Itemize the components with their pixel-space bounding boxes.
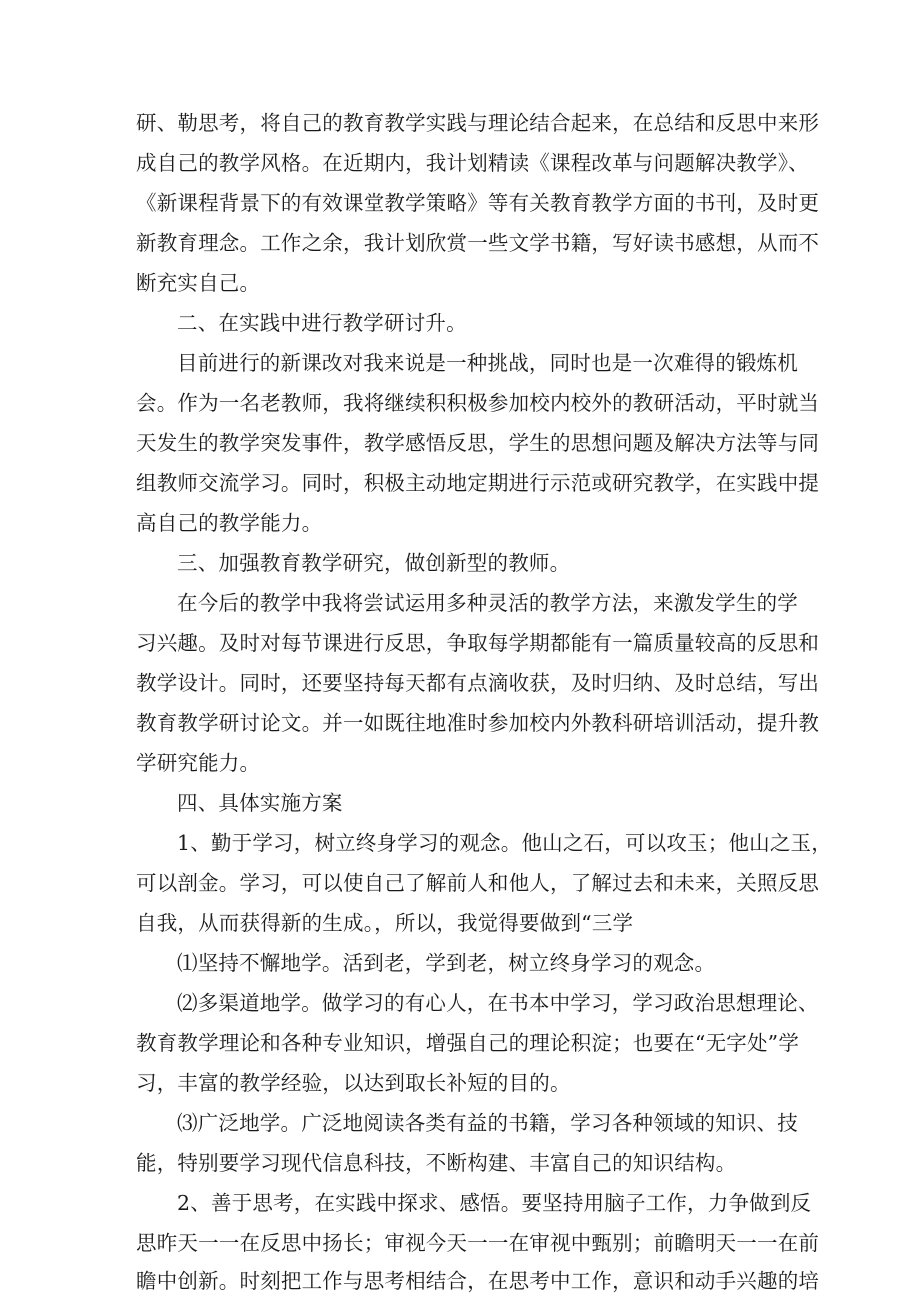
line-text: 三、加强教育教学研究，做创新型的教师。 xyxy=(177,551,571,575)
line-text: 目前进行的新课改对我来说是一种挑战，同时也是一次难得的锻炼机 xyxy=(177,351,798,375)
text-line xyxy=(0,1223,920,1263)
text-line xyxy=(0,183,920,223)
text-line xyxy=(0,1183,920,1223)
line-text: 学研究能力。 xyxy=(136,751,261,775)
line-text: 教育教学理论和各种专业知识，增强自己的理论积淀；也要在“无字处”学 xyxy=(136,1031,800,1055)
line-text: 会。作为一名老教师，我将继续积积极参加校内校外的教研活动，平时就当 xyxy=(136,391,820,415)
line-text: 习兴趣。及时对每节课进行反思，争取每学期都能有一篇质量较高的反思和 xyxy=(136,631,820,655)
line-text: 天发生的教学突发事件，教学感悟反思，学生的思想问题及解决方法等与同 xyxy=(136,431,820,455)
text-line xyxy=(0,943,920,983)
text-line xyxy=(0,1103,920,1143)
line-text: 教育教学研讨论文。并一如既往地准时参加校内外教科研培训活动，提升教 xyxy=(136,711,820,735)
text-line xyxy=(0,463,920,503)
text-line xyxy=(0,103,920,143)
line-text: ⑴坚持不懈地学。活到老，学到老，树立终身学习的观念。 xyxy=(177,951,716,975)
line-text: 二、在实践中进行教学研讨升。 xyxy=(177,311,467,335)
line-text: 思昨天一一在反思中扬长；审视今天一一在审视中甄别；前瞻明天一一在前 xyxy=(136,1231,820,1255)
line-text: 新教育理念。工作之余，我计划欣赏一些文学书籍，写好读书感想，从而不 xyxy=(136,231,820,255)
text-line xyxy=(0,1263,920,1299)
text-line xyxy=(0,623,920,663)
line-text: 2、善于思考，在实践中探求、感悟。要坚持用脑子工作，力争做到反 xyxy=(177,1191,812,1215)
line-text: 自我，从而获得新的生成。，所以，我觉得要做到“三学 xyxy=(136,911,634,935)
line-text: 研、勒思考，将自己的教育教学实践与理论结合起来，在总结和反思中来形 xyxy=(136,111,820,135)
line-text: 《新课程背景下的有效课堂教学策略》等有关教育教学方面的书刊，及时更 xyxy=(136,191,820,215)
text-line xyxy=(0,903,920,943)
text-line xyxy=(0,1143,920,1183)
line-text: 能，特别要学习现代信息科技，不断构建、丰富自己的知识结构。 xyxy=(136,1151,737,1175)
text-line xyxy=(0,343,920,383)
text-line xyxy=(0,503,920,543)
text-line xyxy=(0,703,920,743)
section-heading xyxy=(0,543,920,583)
section-heading xyxy=(0,303,920,343)
line-text: ⑶广泛地学。广泛地阅读各类有益的书籍，学习各种领域的知识、技 xyxy=(177,1111,798,1135)
line-text: 组教师交流学习。同时，积极主动地定期进行示范或研究教学，在实践中提 xyxy=(136,471,820,495)
line-text: 习，丰富的教学经验，以达到取长补短的目的。 xyxy=(136,1071,571,1095)
text-line xyxy=(0,823,920,863)
line-text: ⑵多渠道地学。做学习的有心人，在书本中学习，学习政治思想理论、 xyxy=(177,991,819,1015)
text-line xyxy=(0,383,920,423)
text-line xyxy=(0,263,920,303)
text-line xyxy=(0,223,920,263)
text-line xyxy=(0,663,920,703)
text-line xyxy=(0,1063,920,1103)
text-line xyxy=(0,983,920,1023)
line-text: 高自己的教学能力。 xyxy=(136,511,323,535)
line-text: 在今后的教学中我将尝试运用多种灵活的教学方法，来激发学生的学 xyxy=(177,591,798,615)
text-line xyxy=(0,583,920,623)
text-line xyxy=(0,743,920,783)
line-text: 断充实自己。 xyxy=(136,271,261,295)
line-text: 教学设计。同时，还要坚持每天都有点滴收获，及时归纳、及时总结，写出 xyxy=(136,671,820,695)
text-line xyxy=(0,1023,920,1063)
line-text: 成自己的教学风格。在近期内，我计划精读《课程改革与问题解决教学》、 xyxy=(136,151,809,175)
text-line xyxy=(0,423,920,463)
line-text: 四、具体实施方案 xyxy=(177,791,343,815)
line-text: 瞻中创新。时刻把工作与思考相结合，在思考中工作，意识和动手兴趣的培 xyxy=(136,1269,820,1293)
section-heading xyxy=(0,783,920,823)
text-line xyxy=(0,863,920,903)
line-text: 可以剖金。学习，可以使自己了解前人和他人，了解过去和未来，关照反思 xyxy=(136,871,820,895)
text-line xyxy=(0,143,920,183)
line-text: 1、勤于学习，树立终身学习的观念。他山之石，可以攻玉；他山之玉， xyxy=(177,831,832,855)
